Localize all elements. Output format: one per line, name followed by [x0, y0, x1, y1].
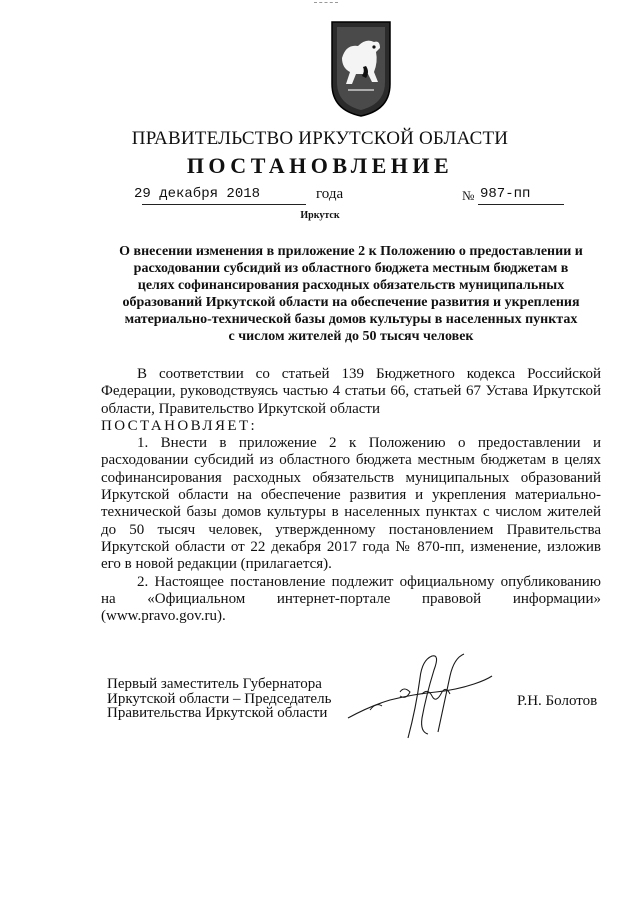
document-date: 29 декабря 2018	[134, 186, 261, 202]
signer-title	[107, 677, 331, 721]
signer-title-line: Правительства Иркутской области	[107, 705, 328, 721]
document-type: ПОСТАНОВЛЕНИЕ	[186, 153, 454, 178]
page-top-mark	[314, 2, 338, 5]
heading-line: материально-технической базы домов культуры в населенных пунктах	[124, 312, 578, 327]
handwritten-signature-icon	[330, 648, 500, 748]
document-heading	[96, 243, 606, 345]
document-number: 987-пп	[480, 186, 531, 202]
city: Иркутск	[300, 210, 340, 221]
number-underline	[478, 204, 564, 205]
number-sign: №	[462, 188, 475, 203]
date-number-row	[128, 186, 566, 208]
signer-name: Р.Н. Болотов	[517, 693, 598, 709]
signer-title-line: Первый заместитель Губернатора	[107, 676, 322, 692]
document-body	[101, 366, 601, 625]
heading-line: О внесении изменения в приложение 2 к Положению о предоставлении и	[119, 244, 583, 259]
preamble-paragraph: В соответствии со статьей 139 Бюджетного кодекса Российской Федерации, руководствуясь частью 4 статьи 66, статьей 67 Устава Иркутской области, Правительство Иркутской области	[101, 366, 601, 417]
date-underline	[142, 204, 306, 205]
heading-line: с числом жителей до 50 тысяч человек	[228, 329, 474, 344]
heading-line: образований Иркутской области на обеспечение развития и укрепления	[122, 295, 580, 310]
coat-of-arms-icon	[328, 18, 394, 118]
heading-line: целях софинансирования расходных обязательств муниципальных	[137, 278, 565, 293]
item-1-paragraph: 1. Внести в приложение 2 к Положению о предоставлении и расходовании субсидий из областного бюджета местным бюджетам в целях софинансирования расходных обязательств муниципальных образований Иркутской области на обеспечение развития и укрепления материально-технической базы домов культуры в населенных пунктах с числом жителей до 50 тысяч человек, утвержденному постановлением Правительства Иркутской области от 22 декабря 2017 года № 870-пп, изменение, изложив его в новой редакции (прилагается).	[101, 435, 601, 573]
item-2-paragraph: 2. Настоящее постановление подлежит официальному опубликованию на «Официальном интернет-портале правовой информации» (www.pravo.gov.ru).	[101, 573, 601, 625]
heading-line: расходовании субсидий из областного бюджета местным бюджетам в	[133, 261, 569, 276]
date-suffix: года	[316, 186, 344, 202]
government-name: ПРАВИТЕЛЬСТВО ИРКУТСКОЙ ОБЛАСТИ	[131, 128, 509, 149]
signer-title-line: Иркутской области – Председатель	[107, 690, 332, 707]
resolves-heading: ПОСТАНОВЛЯЕТ:	[101, 417, 258, 434]
